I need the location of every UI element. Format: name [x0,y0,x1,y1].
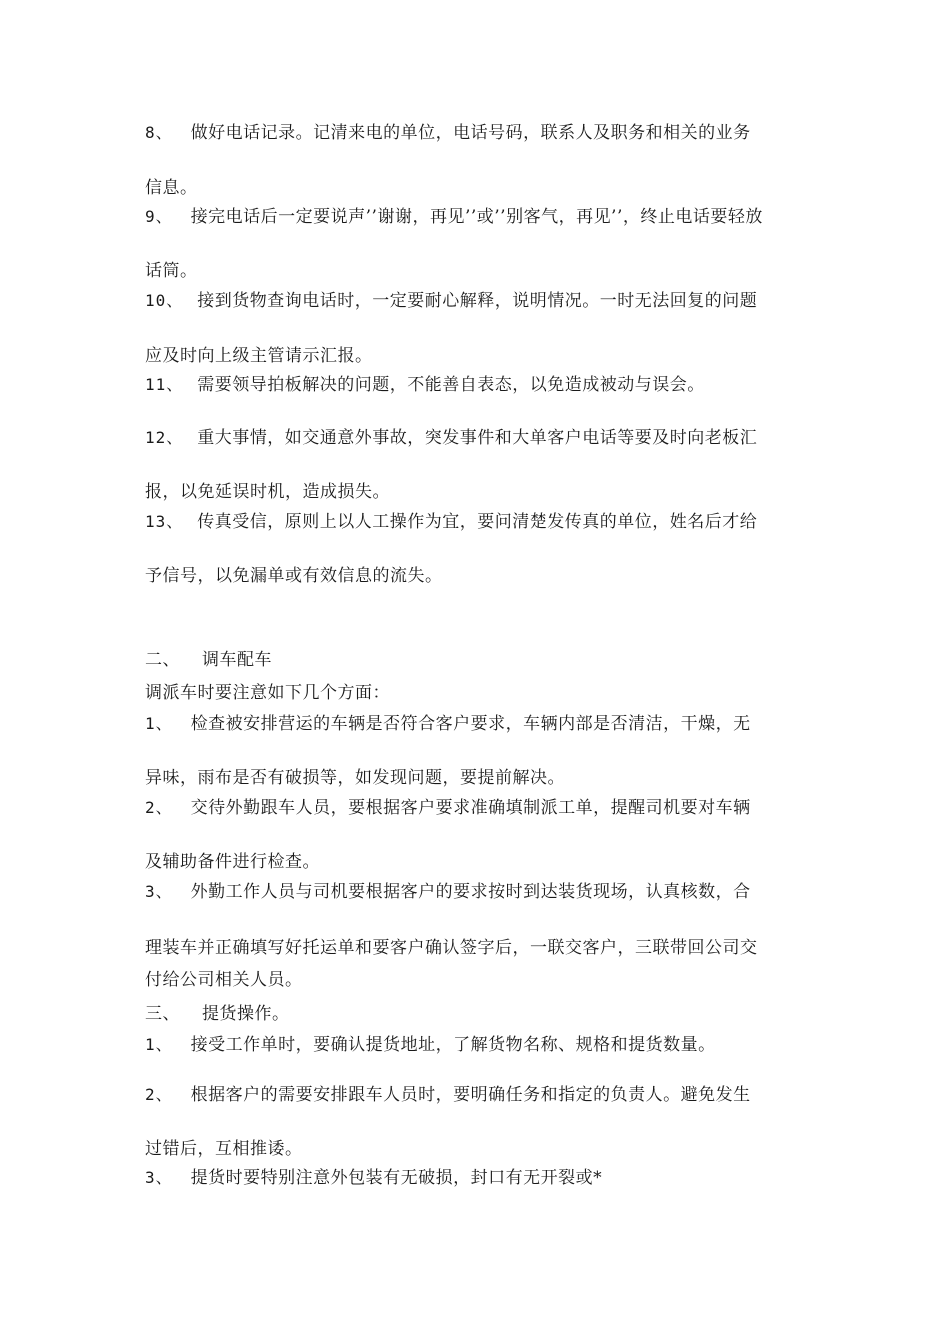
item-12-line2: 报，以免延误时机，造成损失。 [145,482,390,502]
item-text: 外勤工作人员与司机要根据客户的要求按时到达装货现场，认真核数，合 [190,882,751,902]
item-number: 9、 [145,207,173,226]
item-text: 传真受信，原则上以人工操作为宜，要问清楚发传真的单位，姓名后才给 [197,512,758,532]
item-8-line2: 信息。 [145,178,198,198]
item-text: 做好电话记录。记清来电的单位，电话号码，联系人及职务和相关的业务 [190,123,751,143]
item-9-line1 [145,206,763,228]
item-text: 接到货物查询电话时，一定要耐心解释，说明情况。一时无法回复的问题 [197,291,758,311]
section-2-heading [145,649,272,671]
section-title: 提货操作。 [202,1004,290,1024]
item-9-line2: 话筒。 [145,261,198,281]
s3-item-3-line1 [145,1167,602,1189]
item-number: 3、 [145,1168,173,1187]
s3-item-2-line1 [145,1084,751,1106]
item-text: 需要领导拍板解决的问题，不能善自表态，以免造成被动与误会。 [197,375,705,395]
s2-item-2-line2: 及辅助备件进行检查。 [145,852,320,872]
section-number: 二、 [145,650,180,670]
item-13-line2: 予信号，以免漏单或有效信息的流失。 [145,566,443,586]
item-8-line1 [145,122,751,144]
section-3-heading [145,1003,290,1025]
item-text: 检查被安排营运的车辆是否符合客户要求，车辆内部是否清洁，干燥，无 [190,714,751,734]
s2-item-1-line2: 异味，雨布是否有破损等，如发现问题，要提前解决。 [145,768,565,788]
s2-item-3-line1 [145,881,751,903]
item-number: 8、 [145,123,173,142]
s2-item-1-line1 [145,713,751,735]
section-title: 调车配车 [202,650,272,670]
item-text: 接完电话后一定要说声’’谢谢，再见’’或’’别客气，再见’’，终止电话要轻放 [190,207,763,227]
item-number: 11、 [145,375,184,394]
item-text: 接受工作单时，要确认提货地址，了解货物名称、规格和提货数量。 [190,1035,716,1055]
item-number: 12、 [145,428,184,447]
s3-item-2-line2: 过错后，互相推诿。 [145,1139,303,1159]
s2-item-3-line3: 付给公司相关人员。 [145,970,303,990]
item-number: 2、 [145,1085,173,1104]
item-text: 重大事情，如交通意外事故，突发事件和大单客户电话等要及时向老板汇 [197,428,758,448]
item-number: 2、 [145,798,173,817]
item-12-line1 [145,427,757,449]
item-10-line2: 应及时向上级主管请示汇报。 [145,346,373,366]
item-number: 3、 [145,882,173,901]
item-number: 1、 [145,714,173,733]
s3-item-1-line1 [145,1034,716,1056]
item-13-line1 [145,511,757,533]
item-number: 10、 [145,291,184,310]
item-text: 根据客户的需要安排跟车人员时，要明确任务和指定的负责人。避免发生 [190,1085,751,1105]
item-11-line1 [145,374,705,396]
item-number: 13、 [145,512,184,531]
item-10-line1 [145,290,757,312]
item-text: 提货时要特别注意外包装有无破损，封口有无开裂或* [190,1168,603,1188]
item-number: 1、 [145,1035,173,1054]
item-text: 交待外勤跟车人员，要根据客户要求准确填制派工单，提醒司机要对车辆 [190,798,751,818]
section-number: 三、 [145,1004,180,1024]
s2-item-3-line2: 理装车并正确填写好托运单和要客户确认签字后，一联交客户，三联带回公司交 [145,938,758,958]
s2-item-2-line1 [145,797,751,819]
section-2-intro: 调派车时要注意如下几个方面： [145,683,390,703]
